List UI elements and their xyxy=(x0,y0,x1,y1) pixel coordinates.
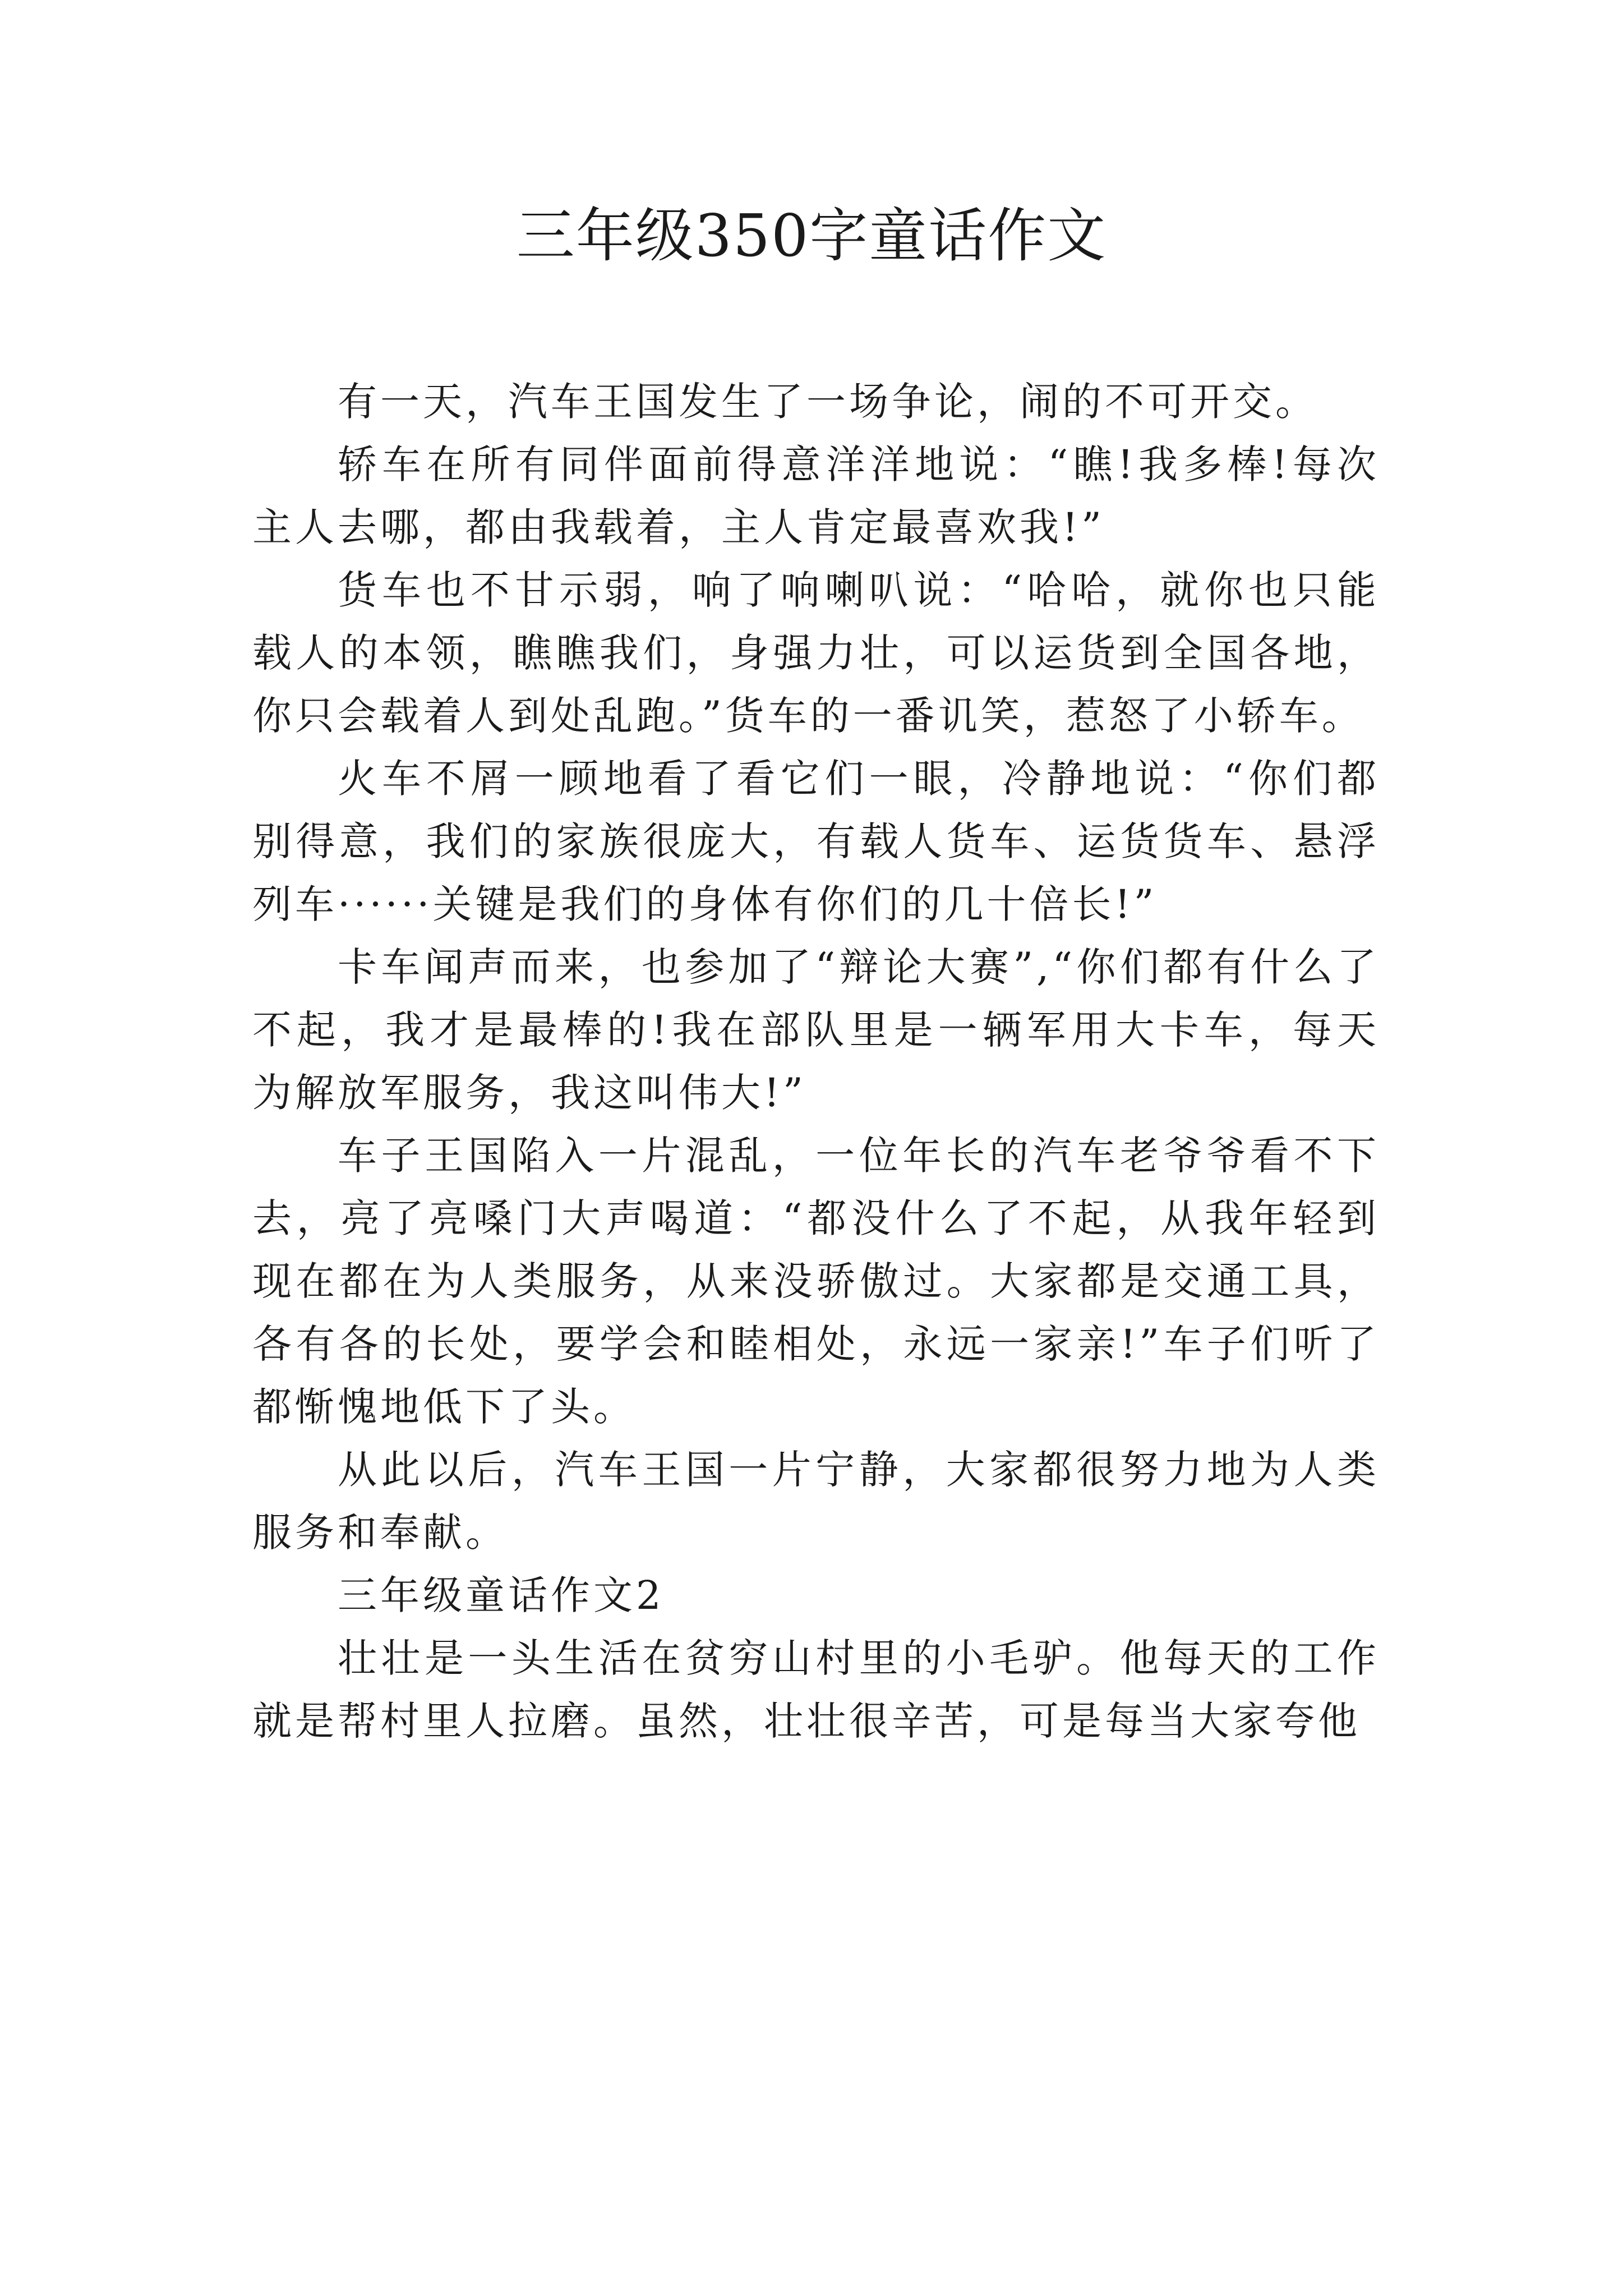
paragraph: 车子王国陷入一片混乱，一位年长的汽车老爷爷看不下去，亮了亮嗓门大声喝道：“都没什么了不起，从我年轻到现在都在为人类服务，从来没骄傲过。大家都是交通工具，各有各的长处，要学会和睦相处，永远一家亲!”车子们听了都惭愧地低下了头。 xyxy=(252,1133,1380,1430)
paragraph: 壮壮是一头生活在贫穷山村里的小毛驴。他每天的工作就是帮村里人拉磨。虽然，壮壮很辛苦，可是每当大家夸他 xyxy=(252,1635,1380,1744)
paragraph: 有一天，汽车王国发生了一场争论，闹的不可开交。 xyxy=(338,379,1318,425)
paragraph: 从此以后，汽车王国一片宁静，大家都很努力地为人类服务和奉献。 xyxy=(252,1447,1380,1556)
section-heading: 三年级童话作文2 xyxy=(338,1572,665,1618)
document-body xyxy=(252,370,1380,1752)
paragraph: 火车不屑一顾地看了看它们一眼，冷静地说：“你们都别得意，我们的家族很庞大，有载人货车、运货货车、悬浮列车······关键是我们的身体有你们的几十倍长!” xyxy=(252,756,1380,927)
document-title: 三年级350字童话作文 xyxy=(516,201,1107,270)
paragraph: 货车也不甘示弱，响了响喇叭说：“哈哈，就你也只能载人的本领，瞧瞧我们，身强力壮，可以运货到全国各地，你只会载着人到处乱跑。”货车的一番讥笑，惹怒了小轿车。 xyxy=(252,567,1380,739)
paragraph: 卡车闻声而来，也参加了“辩论大赛”,“你们都有什么了不起，我才是最棒的!我在部队里是一辆军用大卡车，每天为解放军服务，我这叫伟大!” xyxy=(252,944,1380,1116)
paragraph: 轿车在所有同伴面前得意洋洋地说：“瞧!我多棒!每次主人去哪，都由我载着，主人肯定最喜欢我!” xyxy=(252,441,1380,550)
